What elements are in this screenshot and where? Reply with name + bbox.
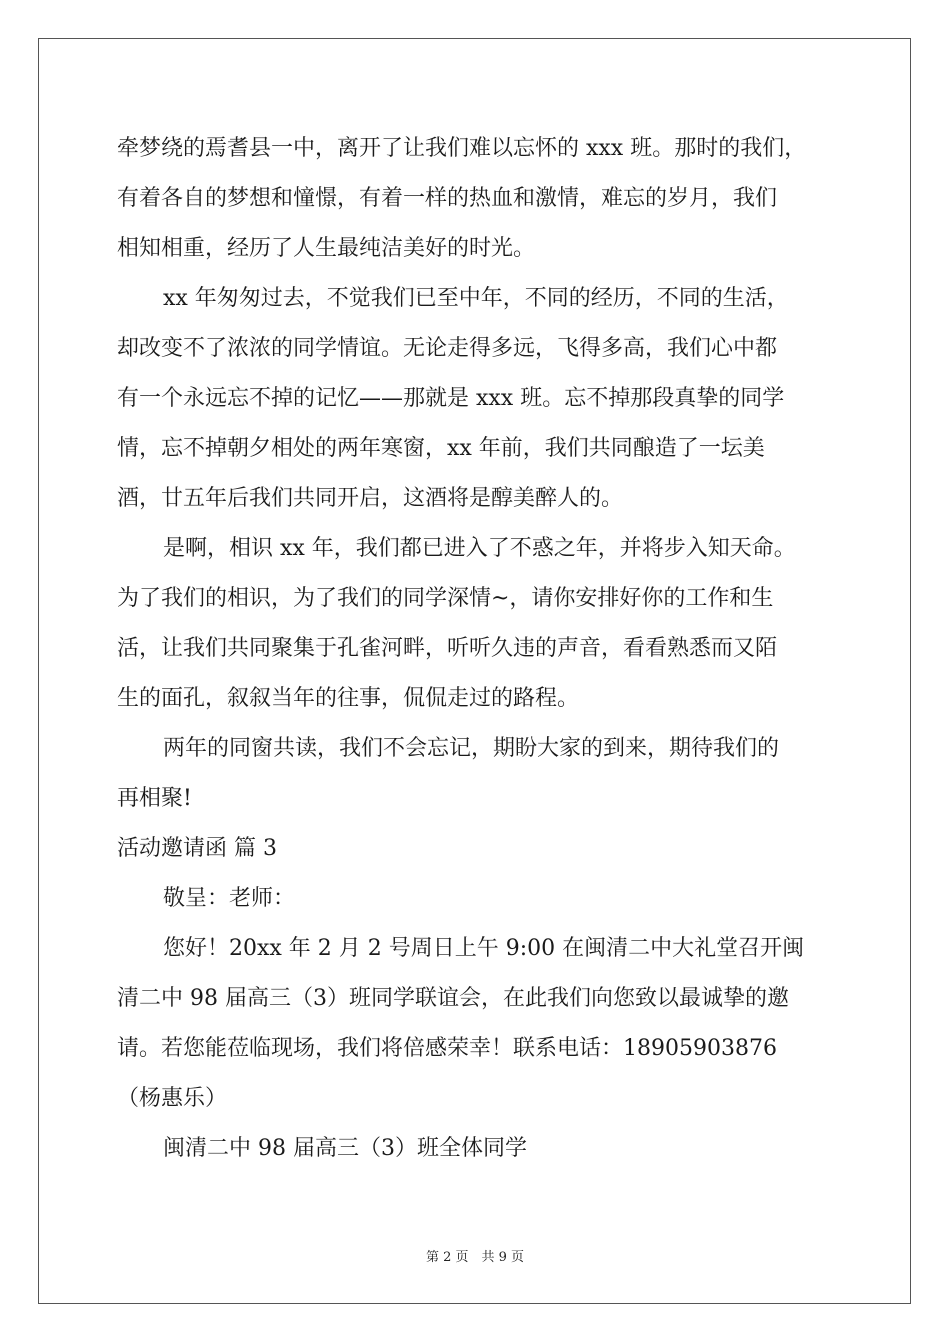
section-heading: 活动邀请函 篇 3: [117, 836, 277, 861]
signature-line: 闽清二中 98 届高三（3）班全体同学: [163, 1136, 527, 1161]
text-line: 是啊，相识 xx 年，我们都已进入了不惑之年，并将步入知天命。: [163, 536, 796, 561]
text-line: 有一个永远忘不掉的记忆——那就是 xxx 班。忘不掉那段真挚的同学: [117, 386, 785, 411]
text-line: 清二中 98 届高三（3）班同学联谊会，在此我们向您致以最诚挚的邀: [117, 986, 789, 1011]
text-line: 再相聚!: [117, 786, 192, 811]
text-line: 生的面孔，叙叙当年的往事，侃侃走过的路程。: [117, 686, 580, 711]
text-line: 却改变不了浓浓的同学情谊。无论走得多远，飞得多高，我们心中都: [117, 336, 778, 361]
salutation: 敬呈：老师：: [163, 886, 296, 911]
text-line: （杨惠乐）: [117, 1086, 228, 1111]
text-line: 活，让我们共同聚集于孔雀河畔，听听久违的声音，看看熟悉而又陌: [117, 636, 778, 661]
text-line: 为了我们的相识，为了我们的同学深情~，请你安排好你的工作和生: [117, 586, 774, 611]
page-border: [38, 38, 911, 1304]
text-line: 您好！20xx 年 2 月 2 号周日上午 9:00 在闽清二中大礼堂召开闽: [163, 936, 805, 961]
text-line: 两年的同窗共读，我们不会忘记，期盼大家的到来，期待我们的: [163, 736, 780, 761]
page-footer: 第 2 页 共 9 页: [425, 1250, 525, 1265]
text-line: 情，忘不掉朝夕相处的两年寒窗，xx 年前，我们共同酿造了一坛美: [117, 436, 765, 461]
text-line: 相知相重，经历了人生最纯洁美好的时光。: [117, 236, 536, 261]
text-line: xx 年匆匆过去，不觉我们已至中年，不同的经历，不同的生活，: [163, 286, 789, 311]
text-line: 牵梦绕的焉耆县一中，离开了让我们难以忘怀的 xxx 班。那时的我们，: [117, 136, 807, 161]
text-line: 酒，廿五年后我们共同开启，这酒将是醇美醉人的。: [117, 486, 624, 511]
text-line: 有着各自的梦想和憧憬，有着一样的热血和激情，难忘的岁月，我们: [117, 186, 778, 211]
text-line: 请。若您能莅临现场，我们将倍感荣幸！联系电话：18905903876: [117, 1036, 777, 1061]
